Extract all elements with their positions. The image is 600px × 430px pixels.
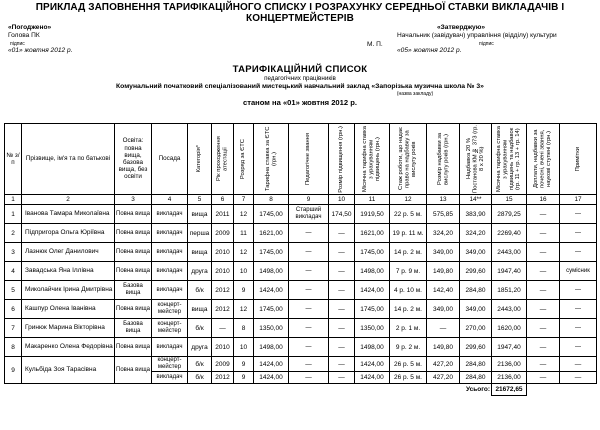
cell-monthly: 1498,00 — [355, 262, 390, 281]
cell-seniority: 149,80 — [427, 338, 460, 357]
cell-seniority: 575,85 — [427, 205, 460, 224]
cell-rate: 1498,00 — [254, 262, 289, 281]
cell-bonus: 284,80 — [460, 357, 492, 372]
cell-category: б/к — [188, 372, 212, 384]
cell-monthly: 1350,00 — [355, 319, 390, 338]
cell-rank: 9 — [234, 357, 254, 372]
cell-total: 1947,40 — [492, 338, 527, 357]
column-header: Місячна тарифна ставка з урахуванням підвищень та надбавок (гр. 11 + гр. 13 + гр. 14) — [492, 124, 527, 195]
cell-education: Повна вища — [115, 205, 152, 224]
table-body — [5, 205, 597, 357]
cell-category: перша — [188, 224, 212, 243]
total-label: Усього: — [466, 386, 490, 394]
cell-bonus: 349,00 — [460, 243, 492, 262]
cell-rank: 10 — [234, 262, 254, 281]
cell-year: 2009 — [212, 224, 234, 243]
as-of-date: станом на «01» жовтня 2012 р. — [243, 98, 357, 107]
table-row — [5, 319, 597, 338]
cell-seniority: 142,40 — [427, 281, 460, 300]
column-number: 9 — [289, 195, 329, 205]
cell-no: 1 — [5, 205, 22, 224]
column-number: 5 — [188, 195, 212, 205]
agreed-position: Голова ПК — [8, 32, 40, 40]
cell-category: друга — [188, 262, 212, 281]
list-subtitle: педагогічних працівників — [264, 75, 336, 82]
cell-no: 8 — [5, 338, 22, 357]
cell-post: концерт-мейстер — [152, 357, 188, 372]
cell-extra: — — [527, 281, 560, 300]
cell-raise: — — [329, 372, 355, 384]
cell-raise: — — [329, 224, 355, 243]
cell-experience: 2 р. 1 м. — [390, 319, 427, 338]
total-row — [5, 384, 597, 396]
column-header: Рік проходження атестації — [212, 124, 234, 195]
cell-name: Підпригора Ольга Юріївна — [22, 224, 115, 243]
column-number: 15 — [492, 195, 527, 205]
cell-category: б/к — [188, 281, 212, 300]
list-heading — [0, 64, 600, 108]
cell-note: сумісник — [560, 262, 597, 281]
approve-position: Начальник (завідувач) управління (відділу) культури — [397, 32, 557, 40]
cell-total: 2136,00 — [492, 372, 527, 384]
cell-title: — — [289, 243, 329, 262]
cell-note: — — [560, 281, 597, 300]
cell-seniority: 349,00 — [427, 243, 460, 262]
cell-title: — — [289, 262, 329, 281]
column-header: Освіта: повна вища, базова вища, без освіти — [115, 124, 152, 195]
cell-year: 2012 — [212, 281, 234, 300]
cell-education: Повна вища — [115, 300, 152, 319]
cell-year: — — [212, 319, 234, 338]
cell-seniority: — — [427, 319, 460, 338]
cell-total: 2269,40 — [492, 224, 527, 243]
cell-year: 2010 — [212, 243, 234, 262]
cell-raise: — — [329, 319, 355, 338]
cell-note: — — [560, 372, 597, 384]
cell-extra: — — [527, 319, 560, 338]
cell-rate: 1424,00 — [254, 372, 289, 384]
total-spacer — [527, 384, 597, 396]
cell-experience: 14 р. 2 м. — [390, 243, 427, 262]
cell-education: Повна вища — [115, 243, 152, 262]
cell-experience: 26 р. 5 м. — [390, 372, 427, 384]
cell-education: Базова вища — [115, 281, 152, 300]
cell-rate: 1745,00 — [254, 243, 289, 262]
cell-raise: — — [329, 262, 355, 281]
cell-post: викладач — [152, 281, 188, 300]
cell-post: викладач — [152, 243, 188, 262]
cell-note: — — [560, 319, 597, 338]
cell-bonus: 383,90 — [460, 205, 492, 224]
column-number: 7 — [234, 195, 254, 205]
cell-extra: — — [527, 243, 560, 262]
approval-right — [397, 24, 597, 55]
cell-experience: 14 р. 2 м. — [390, 300, 427, 319]
cell-education: Базова вища — [115, 319, 152, 338]
cell-extra: — — [527, 300, 560, 319]
cell-note: — — [560, 243, 597, 262]
cell-education: Повна вища — [115, 262, 152, 281]
column-header: № з/п — [5, 124, 22, 195]
cell-rank: 12 — [234, 300, 254, 319]
cell-extra: — — [527, 357, 560, 372]
cell-title: — — [289, 357, 329, 372]
column-header: Тарифна ставка за ЄТС (грн.) — [254, 124, 289, 195]
cell-year: 2011 — [212, 205, 234, 224]
cell-name: Кульбіда Зоя Тарасівна — [22, 357, 115, 384]
cell-year: 2012 — [212, 372, 234, 384]
cell-raise: 174,50 — [329, 205, 355, 224]
cell-total: 1851,20 — [492, 281, 527, 300]
cell-total: 2443,00 — [492, 300, 527, 319]
cell-rank: 11 — [234, 224, 254, 243]
cell-no: 9 — [5, 357, 22, 384]
column-number: 11 — [355, 195, 390, 205]
cell-post: викладач — [152, 224, 188, 243]
cell-category: друга — [188, 338, 212, 357]
cell-seniority: 349,00 — [427, 300, 460, 319]
column-number: 6 — [212, 195, 234, 205]
cell-education: Повна вища — [115, 357, 152, 384]
cell-raise: — — [329, 338, 355, 357]
cell-seniority: 427,20 — [427, 372, 460, 384]
cell-rate: 1745,00 — [254, 300, 289, 319]
tariff-table — [4, 123, 597, 396]
column-number: 14** — [460, 195, 492, 205]
table-row — [5, 300, 597, 319]
column-header: Прізвище, ім'я та по батькові — [22, 124, 115, 195]
column-number: 4 — [152, 195, 188, 205]
cell-category: б/к — [188, 357, 212, 372]
cell-title: Старший викладач — [289, 205, 329, 224]
cell-title: — — [289, 300, 329, 319]
column-header: Розмір підвищення (грн.) — [329, 124, 355, 195]
column-number: 13 — [427, 195, 460, 205]
cell-education: Повна вища — [115, 224, 152, 243]
cell-rank: 12 — [234, 205, 254, 224]
cell-name: Гринюк Марина Вікторівна — [22, 319, 115, 338]
cell-title: — — [289, 338, 329, 357]
list-title: ТАРИФІКАЦІЙНИЙ СПИСОК — [232, 64, 368, 75]
column-header: Стаж роботи, що надає право на надбавку за вислугу років — [390, 124, 427, 195]
cell-extra: — — [527, 224, 560, 243]
cell-monthly: 1424,00 — [355, 281, 390, 300]
column-number: 16 — [527, 195, 560, 205]
cell-year: 2010 — [212, 338, 234, 357]
cell-rank: 10 — [234, 338, 254, 357]
cell-name: Макаренко Олена Федорівна — [22, 338, 115, 357]
cell-title: — — [289, 372, 329, 384]
cell-bonus: 299,60 — [460, 338, 492, 357]
cell-rank: 8 — [234, 319, 254, 338]
cell-experience: 4 р. 10 м. — [390, 281, 427, 300]
cell-rate: 1350,00 — [254, 319, 289, 338]
cell-category: вища — [188, 243, 212, 262]
institution-caption: (назва закладу) — [396, 91, 434, 97]
cell-title: — — [289, 224, 329, 243]
cell-rate: 1621,00 — [254, 224, 289, 243]
column-header: Розряд за ЄТС — [234, 124, 254, 195]
cell-category: вища — [188, 205, 212, 224]
cell-title: — — [289, 281, 329, 300]
approve-sign-caption: підпис — [479, 40, 494, 47]
cell-extra: — — [527, 205, 560, 224]
column-number: 3 — [115, 195, 152, 205]
cell-no: 2 — [5, 224, 22, 243]
cell-year: 2010 — [212, 262, 234, 281]
table-row — [5, 205, 597, 224]
table-row — [5, 281, 597, 300]
cell-seniority: 324,20 — [427, 224, 460, 243]
institution-name: Комунальний початковий спеціалізований мистецький навчальний заклад «Запорізька музична школа № 3» — [116, 83, 484, 90]
cell-experience: 26 р. 5 м. — [390, 357, 427, 372]
column-number: 8 — [254, 195, 289, 205]
cell-note: — — [560, 205, 597, 224]
cell-rank: 9 — [234, 281, 254, 300]
row-9-line-1 — [5, 357, 597, 372]
cell-seniority: 149,80 — [427, 262, 460, 281]
approve-label: «Затверджую» — [437, 24, 486, 31]
cell-post: викладач — [152, 262, 188, 281]
cell-bonus: 270,00 — [460, 319, 492, 338]
column-number-row — [5, 195, 597, 205]
cell-name: Завадська Яна Іллівна — [22, 262, 115, 281]
cell-note: — — [560, 338, 597, 357]
cell-name: Іванова Тамара Миколаївна — [22, 205, 115, 224]
cell-title: — — [289, 319, 329, 338]
cell-post: викладач — [152, 372, 188, 384]
table-row — [5, 243, 597, 262]
cell-experience: 22 р. 5 м. — [390, 205, 427, 224]
cell-monthly: 1424,00 — [355, 372, 390, 384]
cell-raise: — — [329, 300, 355, 319]
cell-monthly: 1621,00 — [355, 224, 390, 243]
agreed-date: «01» жовтня 2012 р. — [8, 46, 73, 54]
cell-post: викладач — [152, 205, 188, 224]
cell-experience: 7 р. 9 м. — [390, 262, 427, 281]
cell-raise: — — [329, 243, 355, 262]
cell-no: 6 — [5, 300, 22, 319]
cell-no: 7 — [5, 319, 22, 338]
cell-monthly: 1919,50 — [355, 205, 390, 224]
stamp-label: М. П. — [367, 41, 383, 48]
cell-post: концерт-мейстер — [152, 319, 188, 338]
cell-bonus: 284,80 — [460, 281, 492, 300]
cell-note: — — [560, 357, 597, 372]
cell-rank: 9 — [234, 372, 254, 384]
cell-category: вища — [188, 300, 212, 319]
cell-name: Миколайчик Ірина Дмитрівна — [22, 281, 115, 300]
column-number: 1 — [5, 195, 22, 205]
column-header: Посада — [152, 124, 188, 195]
column-number: 12 — [390, 195, 427, 205]
approve-date: «05» жовтня 2012 р. — [397, 46, 462, 54]
cell-extra: — — [527, 338, 560, 357]
cell-rate: 1424,00 — [254, 357, 289, 372]
column-header: Категорія* — [188, 124, 212, 195]
cell-no: 4 — [5, 262, 22, 281]
approval-left — [8, 24, 158, 55]
cell-monthly: 1745,00 — [355, 300, 390, 319]
cell-note: — — [560, 224, 597, 243]
cell-note: — — [560, 300, 597, 319]
cell-no: 5 — [5, 281, 22, 300]
cell-total: 2879,25 — [492, 205, 527, 224]
table-row — [5, 338, 597, 357]
table-row — [5, 224, 597, 243]
cell-post: концерт-мейстер — [152, 300, 188, 319]
cell-rank: 12 — [234, 243, 254, 262]
cell-experience: 9 р. 2 м. — [390, 338, 427, 357]
cell-total: 2136,00 — [492, 357, 527, 372]
cell-total: 1620,00 — [492, 319, 527, 338]
cell-experience: 19 р. 11 м. — [390, 224, 427, 243]
agreed-sign-caption: підпис — [10, 40, 25, 47]
column-header: Надбавка 20 % Постанова КМ № 373 (гр. 8 х 20 %) — [460, 124, 492, 195]
column-number: 17 — [560, 195, 597, 205]
agreed-label: «Погоджено» — [8, 24, 52, 31]
column-number: 2 — [22, 195, 115, 205]
cell-year: 2009 — [212, 357, 234, 372]
cell-monthly: 1498,00 — [355, 338, 390, 357]
cell-post: викладач — [152, 338, 188, 357]
column-header: Місячна тарифна ставка з урахуванням підвищень (грн.) — [355, 124, 390, 195]
column-header: Доплати, надбавки за почесні, вчені звання, наукові ступені (грн.) — [527, 124, 560, 195]
cell-category: б/к — [188, 319, 212, 338]
column-header: Педагогічне звання — [289, 124, 329, 195]
column-header: Примітки — [560, 124, 597, 195]
column-number: 10 — [329, 195, 355, 205]
cell-extra: — — [527, 372, 560, 384]
cell-bonus: 349,00 — [460, 300, 492, 319]
cell-education: Повна вища — [115, 338, 152, 357]
cell-year: 2012 — [212, 300, 234, 319]
cell-name: Кашпур Олена Іванівна — [22, 300, 115, 319]
cell-raise: — — [329, 357, 355, 372]
cell-rate: 1745,00 — [254, 205, 289, 224]
cell-total: 1947,40 — [492, 262, 527, 281]
cell-rate: 1498,00 — [254, 338, 289, 357]
cell-seniority: 427,20 — [427, 357, 460, 372]
cell-name: Лазнюк Олег Данилович — [22, 243, 115, 262]
cell-bonus: 299,60 — [460, 262, 492, 281]
cell-rate: 1424,00 — [254, 281, 289, 300]
table-header-row — [5, 124, 597, 195]
cell-extra: — — [527, 262, 560, 281]
table-row — [5, 262, 597, 281]
cell-raise: — — [329, 281, 355, 300]
column-header: Розмір надбавки за вислугу років (грн.) — [427, 124, 460, 195]
cell-bonus: 284,80 — [460, 372, 492, 384]
page-title: ПРИКЛАД ЗАПОВНЕННЯ ТАРИФІКАЦІЙНОГО СПИСКУ І РОЗРАХУНКУ СЕРЕДНЬОЇ СТАВКИ ВИКЛАДАЧІВ І КОНЦЕРТМЕЙСТЕРІВ — [35, 2, 565, 24]
cell-monthly: 1745,00 — [355, 243, 390, 262]
cell-bonus: 324,20 — [460, 224, 492, 243]
cell-monthly: 1424,00 — [355, 357, 390, 372]
cell-no: 3 — [5, 243, 22, 262]
cell-total: 2443,00 — [492, 243, 527, 262]
total-value: 21672,65 — [492, 384, 527, 396]
